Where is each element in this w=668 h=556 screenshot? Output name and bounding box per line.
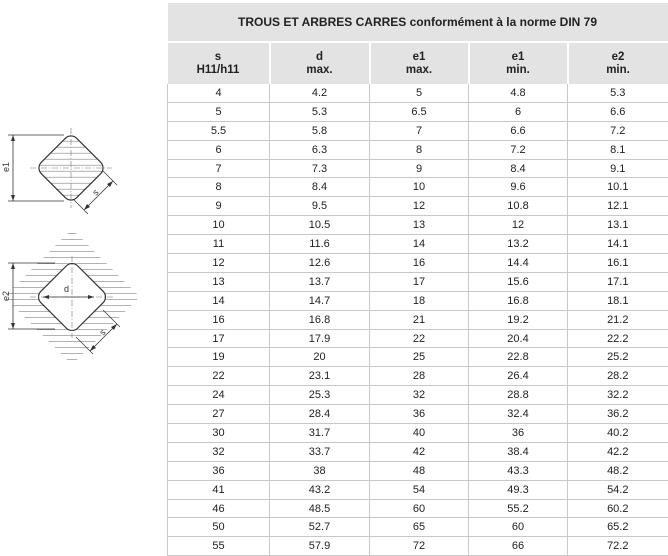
table-cell: 7.2 (568, 121, 668, 140)
table-cell: 60 (469, 518, 568, 537)
table-cell: 8 (370, 140, 469, 159)
table-row (168, 480, 668, 499)
table-row (168, 348, 668, 367)
table-cell: 14 (168, 291, 270, 310)
table-cell: 13.1 (568, 216, 668, 235)
table-cell: 14.4 (469, 254, 568, 273)
table-cell: 18 (370, 291, 469, 310)
table-cell: 6 (168, 140, 270, 159)
table-cell: 55 (168, 537, 270, 556)
table-cell: 5 (168, 102, 270, 121)
table-row (168, 386, 668, 405)
table-row (168, 310, 668, 329)
table-cell: 17 (370, 272, 469, 291)
table-cell: 41 (168, 480, 270, 499)
table-cell: 25.3 (270, 386, 370, 405)
table-cell: 23.1 (270, 367, 370, 386)
header-e1min-symbol: e1 (511, 50, 525, 63)
table-cell: 7.2 (469, 140, 568, 159)
table-cell: 14.1 (568, 235, 668, 254)
table-row (168, 499, 668, 518)
table-cell: 6.5 (370, 102, 469, 121)
table-row (168, 216, 668, 235)
table-cell: 11.6 (270, 235, 370, 254)
shaft-e1-label: e1 (1, 161, 11, 172)
table-cell: 60.2 (568, 499, 668, 518)
table-cell: 12.1 (568, 197, 668, 216)
table-title: TROUS ET ARBRES CARRES conformément à la norme DIN 79 (168, 3, 668, 42)
table-cell: 48.2 (568, 461, 668, 480)
header-s-tolerance: H11/h11 (196, 63, 240, 76)
table-cell: 65 (370, 518, 469, 537)
table-cell: 65.2 (568, 518, 668, 537)
table-cell: 17.9 (270, 329, 370, 348)
shaft-s-label: s (90, 187, 101, 198)
table-row (168, 461, 668, 480)
din79-table (167, 3, 668, 556)
table-cell: 16.8 (270, 310, 370, 329)
table-cell: 7 (168, 159, 270, 178)
table-row (168, 367, 668, 386)
table-cell: 21 (370, 310, 469, 329)
table-cell: 25.2 (568, 348, 668, 367)
header-s-symbol: s (214, 50, 222, 63)
header-e2min-symbol: e2 (611, 50, 625, 63)
table-cell: 16.8 (469, 291, 568, 310)
table-cell: 4.8 (469, 84, 568, 102)
table-cell: 12 (469, 216, 568, 235)
table-cell: 5.5 (168, 121, 270, 140)
table-cell: 38.4 (469, 442, 568, 461)
table-cell: 22 (168, 367, 270, 386)
header-d (270, 42, 370, 84)
table-cell: 6.3 (270, 140, 370, 159)
table-cell: 12.6 (270, 254, 370, 273)
table-cell: 10.8 (469, 197, 568, 216)
table-cell: 16 (168, 310, 270, 329)
table-row (168, 537, 668, 556)
table-cell: 4 (168, 84, 270, 102)
table-cell: 72 (370, 537, 469, 556)
table-cell: 5.3 (568, 84, 668, 102)
table-row (168, 518, 668, 537)
header-d-limit: max. (306, 63, 333, 76)
table-cell: 10 (168, 216, 270, 235)
table-cell: 32.2 (568, 386, 668, 405)
din79-table-container (167, 3, 667, 553)
table-cell: 9.6 (469, 178, 568, 197)
hole-diagram (0, 229, 165, 365)
header-e1max-symbol: e1 (412, 50, 426, 63)
table-cell: 24 (168, 386, 270, 405)
table-cell: 57.9 (270, 537, 370, 556)
table-cell: 27 (168, 405, 270, 424)
table-cell: 14.7 (270, 291, 370, 310)
table-row (168, 140, 668, 159)
table-cell: 16.1 (568, 254, 668, 273)
table-cell: 32.4 (469, 405, 568, 424)
table-row (168, 272, 668, 291)
table-cell: 13 (168, 272, 270, 291)
table-cell: 14 (370, 235, 469, 254)
table-cell: 55.2 (469, 499, 568, 518)
table-cell: 28.2 (568, 367, 668, 386)
table-cell: 7 (370, 121, 469, 140)
table-cell: 25 (370, 348, 469, 367)
table-cell: 42.2 (568, 442, 668, 461)
table-row (168, 405, 668, 424)
table-row (168, 424, 668, 443)
table-cell: 31.7 (270, 424, 370, 443)
table-cell: 52.7 (270, 518, 370, 537)
table-row (168, 235, 668, 254)
table-cell: 13.7 (270, 272, 370, 291)
table-cell: 7.3 (270, 159, 370, 178)
table-cell: 43.3 (469, 461, 568, 480)
table-cell: 33.7 (270, 442, 370, 461)
table-title-row (168, 3, 668, 42)
table-cell: 36 (168, 461, 270, 480)
table-cell: 48.5 (270, 499, 370, 518)
header-e1-min (469, 42, 568, 84)
header-e1max-limit: max. (405, 63, 433, 76)
table-row (168, 442, 668, 461)
table-cell: 22.8 (469, 348, 568, 367)
table-cell: 28.4 (270, 405, 370, 424)
table-cell: 9 (168, 197, 270, 216)
table-cell: 32 (168, 442, 270, 461)
table-cell: 32 (370, 386, 469, 405)
table-row (168, 159, 668, 178)
table-cell: 72.2 (568, 537, 668, 556)
table-cell: 48 (370, 461, 469, 480)
table-cell: 28.8 (469, 386, 568, 405)
header-e2-min (568, 42, 668, 84)
table-row (168, 329, 668, 348)
table-header-row (168, 42, 668, 84)
table-row (168, 121, 668, 140)
table-cell: 28 (370, 367, 469, 386)
table-cell: 17 (168, 329, 270, 348)
table-cell: 9.5 (270, 197, 370, 216)
table-cell: 26.4 (469, 367, 568, 386)
table-row (168, 254, 668, 273)
table-cell: 6 (469, 102, 568, 121)
table-cell: 6.6 (469, 121, 568, 140)
table-cell: 9 (370, 159, 469, 178)
table-cell: 5 (370, 84, 469, 102)
table-cell: 16 (370, 254, 469, 273)
header-e2min-limit: min. (606, 63, 630, 76)
table-row (168, 291, 668, 310)
shaft-diagram (1, 128, 117, 214)
table-row (168, 102, 668, 121)
table-cell: 5.8 (270, 121, 370, 140)
table-cell: 5.3 (270, 102, 370, 121)
table-cell: 30 (168, 424, 270, 443)
header-d-symbol: d (315, 50, 324, 63)
table-cell: 13 (370, 216, 469, 235)
hole-e2-label: e2 (1, 290, 11, 301)
table-cell: 9.1 (568, 159, 668, 178)
table-cell: 6.6 (568, 102, 668, 121)
table-cell: 8.4 (270, 178, 370, 197)
table-cell: 12 (370, 197, 469, 216)
table-cell: 36 (469, 424, 568, 443)
table-cell: 40.2 (568, 424, 668, 443)
header-s (168, 42, 270, 84)
table-cell: 36.2 (568, 405, 668, 424)
header-e1-max (370, 42, 469, 84)
table-cell: 8 (168, 178, 270, 197)
table-cell: 50 (168, 518, 270, 537)
table-cell: 66 (469, 537, 568, 556)
square-profile-diagrams (0, 0, 165, 496)
table-cell: 12 (168, 254, 270, 273)
header-e1min-limit: min. (506, 63, 530, 76)
table-cell: 20.4 (469, 329, 568, 348)
table-cell: 38 (270, 461, 370, 480)
table-row (168, 197, 668, 216)
table-cell: 10.1 (568, 178, 668, 197)
table-cell: 43.2 (270, 480, 370, 499)
table-cell: 15.6 (469, 272, 568, 291)
table-cell: 22.2 (568, 329, 668, 348)
table-cell: 18.1 (568, 291, 668, 310)
table-cell: 21.2 (568, 310, 668, 329)
table-cell: 11 (168, 235, 270, 254)
table-cell: 8.4 (469, 159, 568, 178)
table-cell: 54.2 (568, 480, 668, 499)
table-cell: 49.3 (469, 480, 568, 499)
table-cell: 54 (370, 480, 469, 499)
table-cell: 19 (168, 348, 270, 367)
table-cell: 8.1 (568, 140, 668, 159)
table-cell: 19.2 (469, 310, 568, 329)
table-cell: 46 (168, 499, 270, 518)
table-cell: 10 (370, 178, 469, 197)
table-cell: 17.1 (568, 272, 668, 291)
table-cell: 60 (370, 499, 469, 518)
table-cell: 36 (370, 405, 469, 424)
table-cell: 4.2 (270, 84, 370, 102)
table-cell: 42 (370, 442, 469, 461)
table-cell: 10.5 (270, 216, 370, 235)
table-row (168, 178, 668, 197)
table-cell: 22 (370, 329, 469, 348)
table-row (168, 84, 668, 102)
table-cell: 40 (370, 424, 469, 443)
table-cell: 13.2 (469, 235, 568, 254)
hole-s-label: s (97, 327, 108, 338)
hole-d-label: d (64, 284, 70, 294)
table-body (168, 84, 668, 556)
table-cell: 20 (270, 348, 370, 367)
